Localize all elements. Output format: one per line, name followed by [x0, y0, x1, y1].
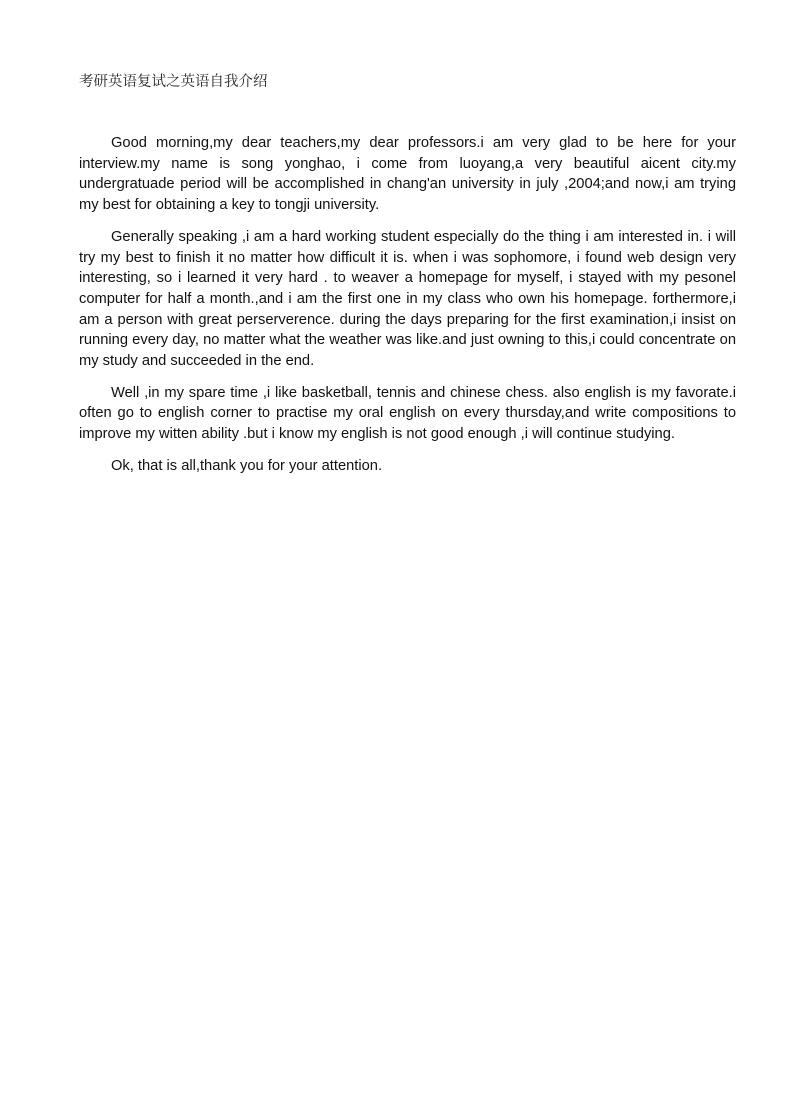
paragraph-greeting: Good morning,my dear teachers,my dear professors.i am very glad to be here for your interview.my name is song yonghao, i come from luoyang,a very beautiful aicent city.my undergratuade period will be accomplished in chang'an university in july ,2004;and now,i am trying my best for obtaining a key to tongji university. — [79, 135, 736, 214]
document-title: 考研英语复试之英语自我介绍 — [79, 74, 268, 90]
paragraph-personality: Generally speaking ,i am a hard working student especially do the thing i am interested in. i will try my best to finish it no matter how difficult it is. when i was sophomore, i found web design very interesting, so i learned it very hard . to weaver a homepage for myself, i stayed with my pesonel computer for half a month.,and i am the first one in my class who own his homepage. forthermore,i am a person with great perserverence. during the days preparing for the first examination,i insist on running every day, no matter what the weather was like.and just owning to this,i could concentrate on my study and succeeded in the end. — [79, 228, 736, 370]
document-body — [79, 133, 736, 488]
paragraph-hobbies: Well ,in my spare time ,i like basketball, tennis and chinese chess. also english is my favorate.i often go to english corner to practise my oral english on every thursday,and write compositions to improve my witten ability .but i know my english is not good enough ,i will continue studying. — [79, 384, 736, 443]
paragraph-closing: Ok, that is all,thank you for your attention. — [111, 457, 383, 474]
